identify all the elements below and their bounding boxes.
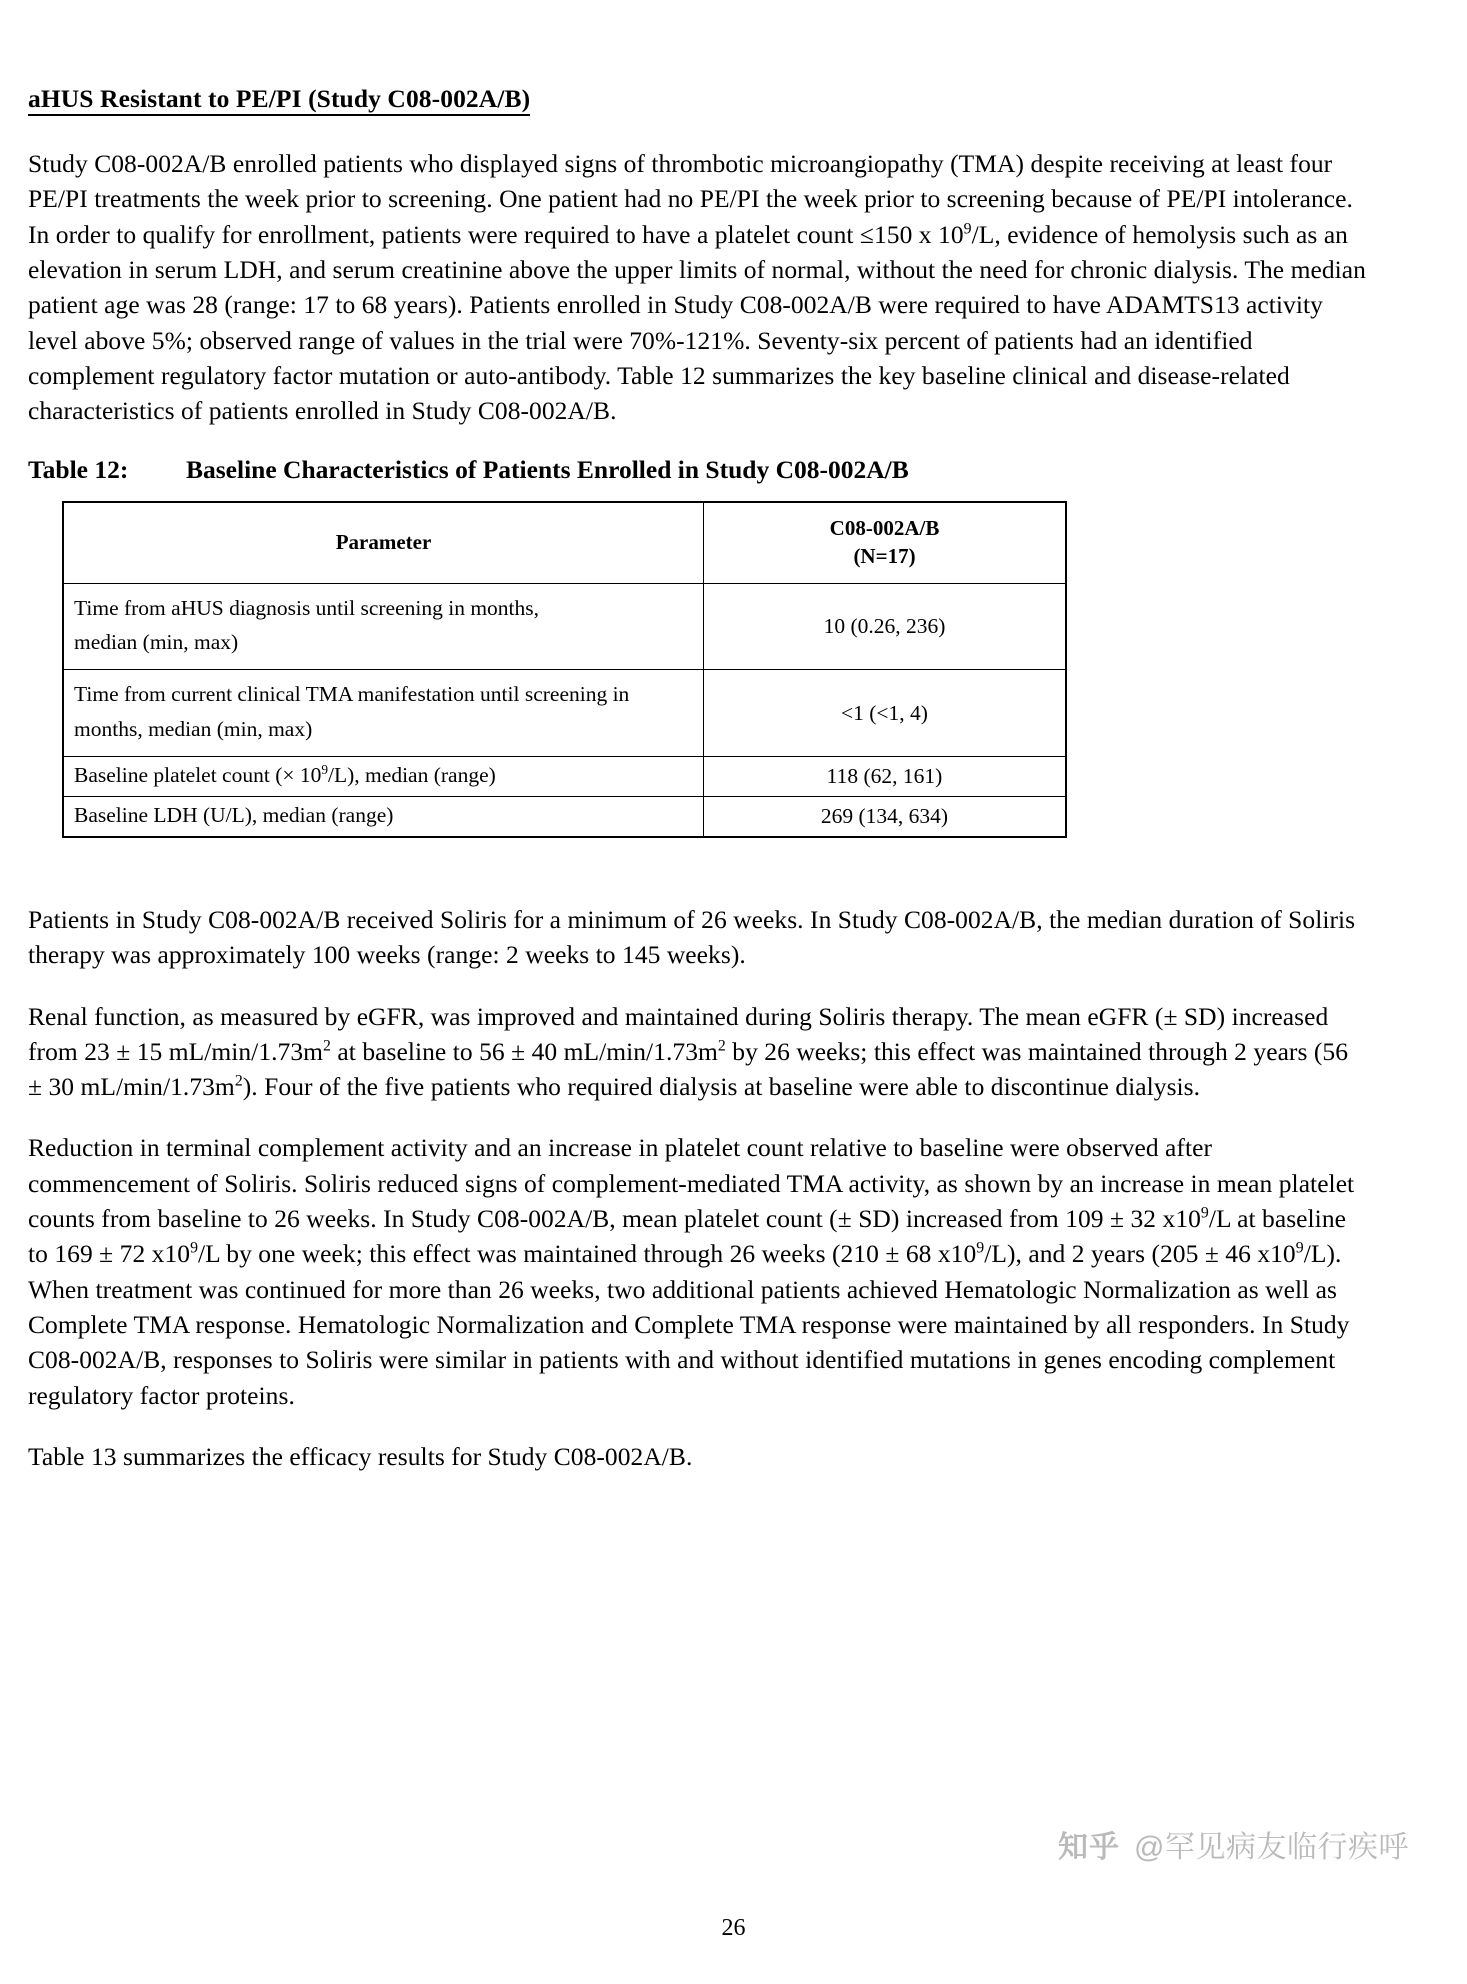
section-heading-wrapper — [28, 84, 1368, 142]
row-label-line2: median (min, max) — [74, 630, 239, 655]
paragraph-treatment-duration: Patients in Study C08-002A/B received Soliris for a minimum of 26 weeks. In Study C08-002A/B, the median duration of Soliris therapy was approximately 100 weeks (range: 2 weeks to 145 weeks). — [28, 904, 1356, 970]
paragraph-complement-part1: Reduction in terminal complement activity and an increase in platelet count relative to baseline were observed after commencement of Soliris. Soliris reduced signs of complement-mediated TMA activity, as shown by an increase in mean platelet counts from baseline to 26 weeks. In Study C08-002A/B, mean platelet count (± SD) increased from 109 ± 32 x10 — [28, 1133, 1355, 1234]
row-label-line2: months, median (min, max) — [74, 717, 313, 742]
table-row — [63, 583, 1066, 670]
zhihu-logo: 知乎 — [1058, 1831, 1121, 1864]
paragraph-intro-part2: /L, evidence of hemolysis such as an elevation in serum LDH, and serum creatinine above the upper limits of normal, without the need for chronic dialysis. The median patient age was 28 (range: 17 to 68 years). Patients enrolled in Study C08-002A/B were required to have ADAMTS13 activity level above 5%; observed range of values in the trial were 70%-121%. Seventy-six percent of patients had an identified complement regulatory factor mutation or auto-antibody. Table 12 summarizes the key baseline clinical and disease-related characteristics of patients enrolled in Study C08-002A/B. — [28, 219, 1366, 426]
row-label-baseline-ldh: Baseline LDH (U/L), median (range) — [63, 796, 704, 837]
row-label-baseline-platelet — [63, 756, 704, 796]
column-header-group — [704, 502, 1067, 584]
row-label-line1: Time from current clinical TMA manifestation until screening in — [74, 682, 630, 707]
superscript-exponent-9e: 9 — [1295, 1239, 1304, 1257]
superscript-exponent-9c: 9 — [190, 1239, 199, 1257]
spacer — [28, 838, 1368, 902]
column-header-group-line1: C08-002A/B — [829, 515, 940, 540]
superscript-exponent-2a: 2 — [323, 1037, 331, 1055]
row-label-time-from-diagnosis — [63, 583, 704, 670]
table-header-row — [63, 502, 1066, 584]
paragraph-closing: Table 13 summarizes the efficacy results for Study C08-002A/B. — [28, 1441, 693, 1471]
paragraph-study-enrollment — [28, 146, 1368, 429]
column-header-parameter: Parameter — [63, 502, 704, 584]
table-head — [63, 502, 1066, 584]
zhihu-watermark — [1058, 1822, 1409, 1866]
paragraph-renal-part3: by 26 weeks; this effect was maintained through 2 years (56 ± 30 mL/min/1.73m — [28, 1036, 1349, 1102]
table-row — [63, 756, 1066, 796]
table-body — [63, 583, 1066, 837]
row-label-part2: /L), median (range) — [328, 762, 496, 787]
table-caption-number: Table 12: — [28, 454, 129, 484]
paragraph-complement-part3: /L by one week; this effect was maintained through 26 weeks (210 ± 68 x10 — [198, 1239, 977, 1269]
row-label-line1: Time from aHUS diagnosis until screening in months, — [74, 595, 540, 620]
paragraph-renal-function — [28, 999, 1368, 1105]
table-caption-title: Baseline Characteristics of Patients Enrolled in Study C08-002A/B — [186, 454, 909, 484]
superscript-exponent-9d: 9 — [976, 1239, 985, 1257]
table-row — [63, 670, 1066, 757]
row-value-time-from-diagnosis: 10 (0.26, 236) — [704, 583, 1067, 670]
superscript-exponent-2c: 2 — [234, 1072, 243, 1090]
row-value-baseline-platelet: 118 (62, 161) — [704, 756, 1067, 796]
superscript-exponent-9-table: 9 — [321, 761, 329, 777]
page-content — [28, 84, 1368, 1500]
superscript-exponent-9b: 9 — [1200, 1204, 1209, 1222]
row-label-part1: Baseline platelet count (× 10 — [74, 762, 322, 787]
page-number: 26 — [721, 1915, 746, 1941]
paragraph-complement-part2: /L at baseline to 169 ± 72 x10 — [28, 1204, 1346, 1269]
section-heading: aHUS Resistant to PE/PI (Study C08-002A/B) — [28, 84, 530, 116]
paragraph-complement-part4: /L), and 2 years (205 ± 46 x10 — [984, 1239, 1296, 1269]
row-value-baseline-ldh: 269 (134, 634) — [704, 796, 1067, 837]
superscript-exponent-2b: 2 — [717, 1037, 726, 1055]
superscript-exponent-9a: 9 — [963, 220, 972, 238]
paragraph-intro-part1: Study C08-002A/B enrolled patients who displayed signs of thrombotic microangiopathy (TMA) despite receiving at least four PE/PI treatments the week prior to screening. One patient had no PE/PI the week prior to screening because of PE/PI intolerance. In order to qualify for enrollment, patients were required to have a platelet count ≤150 x 10 — [28, 149, 1353, 249]
paragraph-renal-part1: Renal function, as measured by eGFR, was improved and maintained during Soliris therapy. The mean eGFR (± SD) increased from 23 ± 15 mL/min/1.73m — [28, 1001, 1329, 1066]
row-label-time-from-tma — [63, 670, 704, 757]
paragraph-complement-activity — [28, 1130, 1368, 1413]
paragraph-renal-part2: at baseline to 56 ± 40 mL/min/1.73m — [330, 1036, 718, 1066]
table-row — [63, 796, 1066, 837]
paragraph-renal-part4: ). Four of the five patients who required dialysis at baseline were able to discontinue dialysis. — [242, 1072, 1201, 1102]
baseline-characteristics-table — [62, 501, 1067, 838]
paragraph-complement-part5: /L). When treatment was continued for more than 26 weeks, two additional patients achieved Hematologic Normalization as well as Complete TMA response. Hematologic Normalization and Complete TMA response were maintained by all responders. In Study C08-002A/B, responses to Soliris were similar in patients with and without identified mutations in genes encoding complement regulatory factor proteins. — [28, 1239, 1350, 1410]
column-header-group-line2: (N=17) — [853, 543, 916, 568]
table-caption — [28, 455, 1368, 485]
row-value-time-from-tma: <1 (<1, 4) — [704, 670, 1067, 757]
zhihu-handle: @罕见病友临行疾呼 — [1134, 1831, 1409, 1864]
